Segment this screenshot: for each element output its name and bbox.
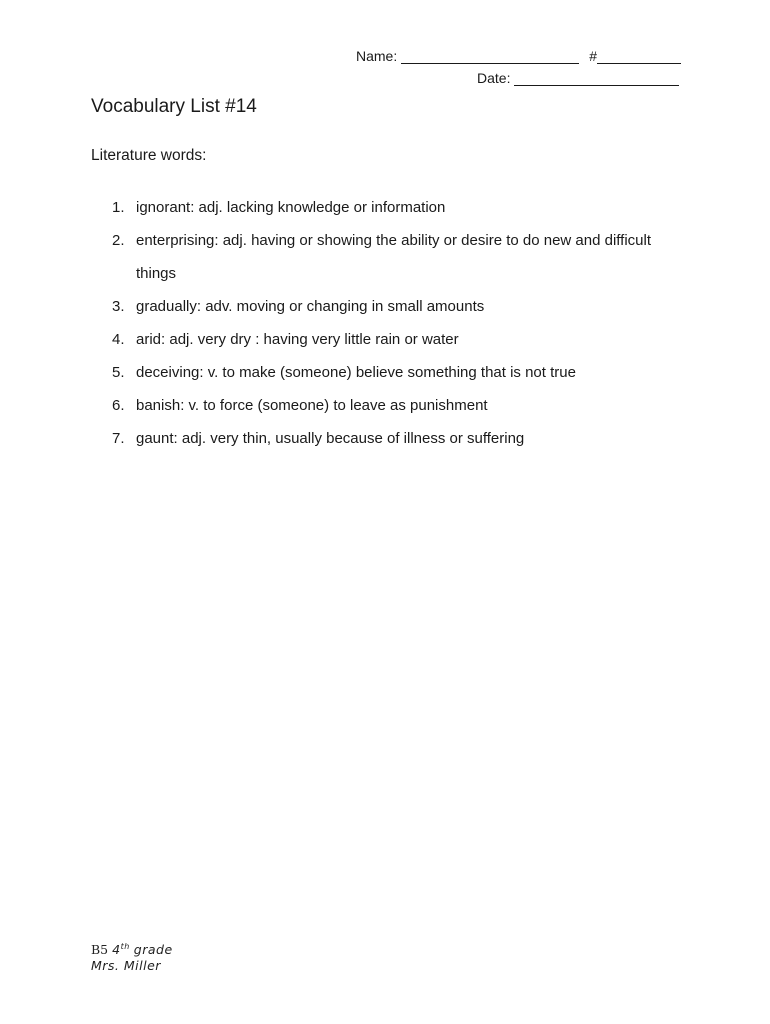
number-label: # <box>589 48 598 64</box>
list-item <box>112 323 672 356</box>
item-definition: arid: adj. very dry : having very little rain or water <box>136 331 459 348</box>
name-row <box>356 48 681 64</box>
list-item <box>112 389 672 422</box>
item-number: 7. <box>112 430 125 447</box>
list-item <box>112 191 672 224</box>
item-number: 4. <box>112 331 125 348</box>
item-number: 5. <box>112 364 125 381</box>
list-item <box>112 422 672 455</box>
item-number: 2. <box>112 232 125 249</box>
item-definition: ignorant: adj. lacking knowledge or information <box>136 199 446 216</box>
item-number: 3. <box>112 298 125 315</box>
name-label: Name: <box>356 48 398 64</box>
item-number: 6. <box>112 397 125 414</box>
item-definition: gradually: adv. moving or changing in small amounts <box>136 298 485 315</box>
list-item <box>112 290 672 323</box>
number-blank <box>597 49 681 64</box>
page-title: Vocabulary List #14 <box>91 96 257 117</box>
grade-suffix: th <box>120 941 130 951</box>
teacher-name: Mrs. Miller <box>91 958 161 973</box>
list-item <box>112 356 672 389</box>
list-item <box>112 224 672 290</box>
footer <box>91 942 173 974</box>
grade-number: 4 <box>112 942 121 957</box>
class-code: B5 <box>91 942 109 957</box>
item-definition: banish: v. to force (someone) to leave as punishment <box>136 397 488 414</box>
footer-class-line <box>91 942 173 958</box>
name-blank <box>401 49 579 64</box>
grade-word: grade <box>133 942 173 957</box>
item-definition: gaunt: adj. very thin, usually because of illness or suffering <box>136 430 525 447</box>
item-number: 1. <box>112 199 125 216</box>
item-definition: deceiving: v. to make (someone) believe something that is not true <box>136 364 576 381</box>
section-label: Literature words: <box>91 147 207 164</box>
item-definition: enterprising: adj. having or showing the ability or desire to do new and difficult things <box>136 232 652 282</box>
date-row <box>477 70 679 86</box>
vocabulary-list <box>112 191 672 455</box>
date-blank <box>514 71 679 86</box>
date-label: Date: <box>477 70 511 86</box>
